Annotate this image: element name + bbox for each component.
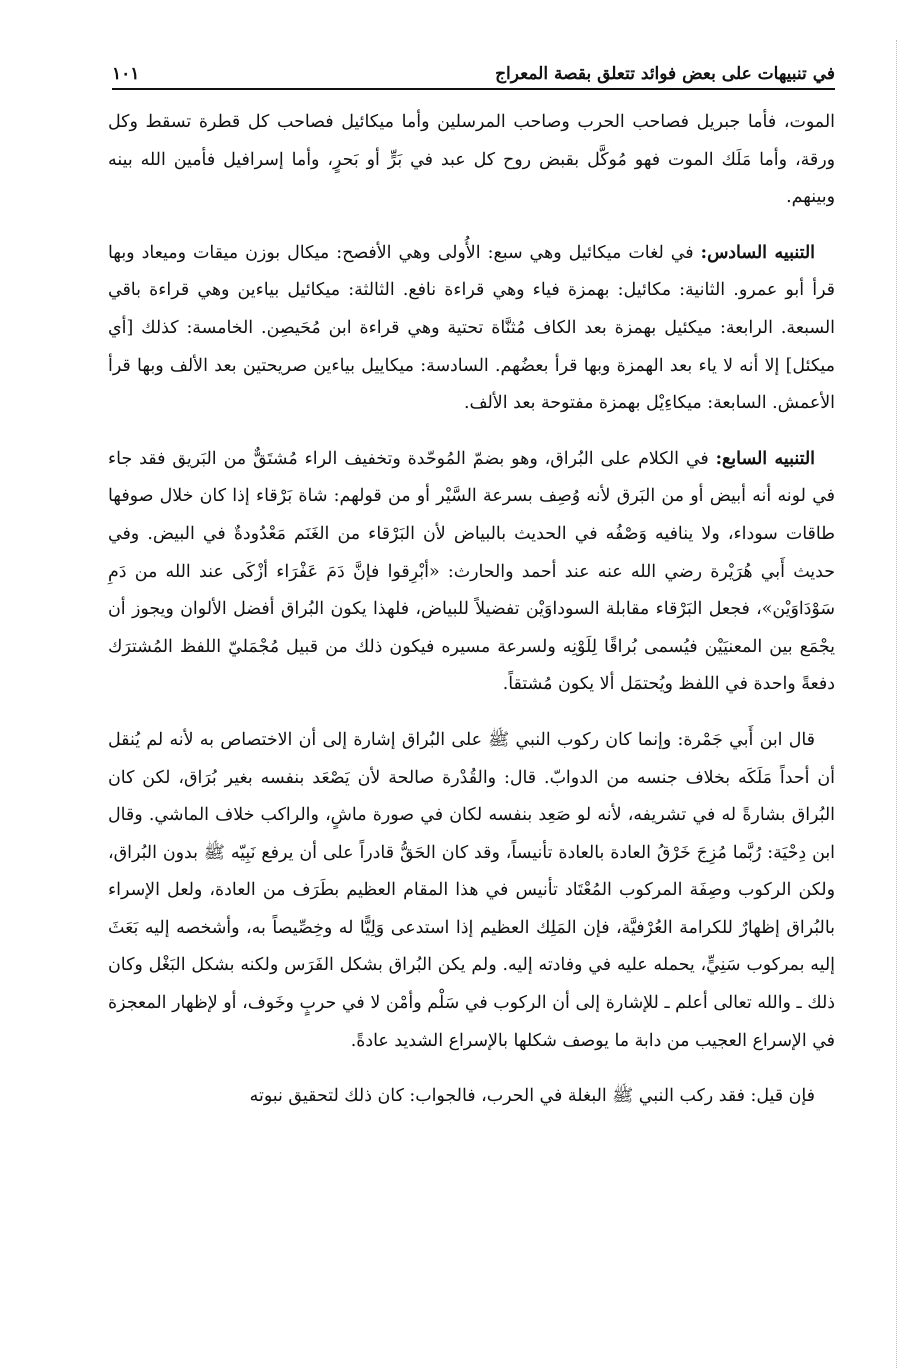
paragraph-text: في لغات ميكائيل وهي سبع: الأُولى وهي الأفصح: ميكال بوزن ميقات وميعاد وبها قرأ أبو عمرو. الثانية: مكائيل: بهمزة فياء وهي قراءة نافع. الثالثة: ميكائيل بياءين وهي قراءة باقي السبعة. الرابعة: ميكئيل بهمزة بعد الكاف مُثنَّاة تحتية وهي قراءة ابن مُحَيصِن. الخامسة: كذلك [أي ميكئل] إلا أنه لا ياء بعد الهمزة وبها قرأ بعضُهم. السادسة: ميكاييل بياءين صريحتين بعد الألف وبها قرأ الأعمش. السابعة: ميكاءِيْل بهمزة مفتوحة بعد الألف. bbox=[108, 242, 835, 414]
paragraph-text: فإن قيل: فقد ركب النبي ﷺ البغلة في الحرب، فالجواب: كان ذلك لتحقيق نبوته bbox=[249, 1086, 815, 1107]
scan-edge-line bbox=[896, 40, 898, 1368]
paragraph-note-seven bbox=[108, 441, 835, 704]
paragraph-text: قال ابن أَبي جَمْرة: وإنما كان ركوب النبي ﷺ على البُراق إشارة إلى أن الاختصاص به لأنه لم يُنقل أن أحداً مَلَكَه بخلاف جنسه من الدوابّ. قال: والقُدْرة صالحة لأن يَصْعَد بنفسه بغير بُرَاق، لكن كان البُراق بشارةً له في تشريفه، لأنه لو صَعِد بنفسه لكان في صورة ماشٍ، والراكب خلاف الماشي. وقال ابن دِحْيَة: رُبَّما مُزِجَ خَرْقُ العادة بالعادة تأنيساً، وقد كان الحَقُّ قادراً على أن يرفع نَبِيّه ﷺ بدون البُراق، ولكن الركوب وصِفَة المركوب المُعْتَاد تأنيس في هذا المقام العظيم بطَرَف من العادة، ولعل الإسراء بالبُراق إظهارٌ للكرامة العُرْفيَّة، فإن المَلِك العظيم إذا استدعى وَلِيًّا له وخِصِّيصاً به، وأشخصه إليه بَعَثَ إليه بمركوب سَنِيٍّ، يحمله عليه في وفادته إليه. ولم يكن البُراق بشكل الفَرَس ولكنه بشكل البَغْل وكان ذلك ـ والله تعالى أعلم ـ للإشارة إلى أن الركوب في سَلْم وأمْن لا في حربٍ وخَوف، أو لإظهار المعجزة في الإسراع العجيب من دابة ما يوصف شكلها بالإسراع الشديد عادةً. bbox=[108, 729, 835, 1051]
body-text bbox=[108, 104, 835, 1134]
page-number: ١٠١ bbox=[112, 64, 140, 84]
paragraph-text: الموت، فأما جبريل فصاحب الحرب وصاحب المرسلين وأما ميكائيل فصاحب كل قطرة تسقط وكل ورقة، وأما مَلَك الموت فهو مُوكَّل بقبض روح كل عبد في بَرٍّ أو بَحرٍ، وأما إسرافيل فأمين الله بينه وبينهم. bbox=[108, 112, 835, 208]
paragraph-text: في الكلام على البُراق، وهو بضمّ المُوحّدة وتخفيف الراء مُشتَقٌّ من البَريق فقد جاء في لونه أنه أبيض أو من البَرق لأنه وُصِف بسرعة السَّيْر أو من قولهم: شاة بَرْقاء إذا كان خلال صوفها طاقات سوداء، ولا ينافيه وَصْفُه في الحديث بالبياض لأن البَرْقاء من الغَنَم مَعْدُودةٌ في البيض. وفي حديث أَبي هُرَيْرة رضي الله عنه عند أحمد والحارث: «أبْرِقوا فإنَّ دَمَ عَفْرَاء أزْكَى عند الله من دَمِ سَوْدَاوَيْن»، فجعل البَرْقاء مقابلة السوداوَيْن تفضيلاً للبياض، فلهذا يكون البُراق أفضل الألوان ويجوز أن يجْمَع بين المعنيَيْن فيُسمى بُراقًا لِلَوْنِه ولسرعة مسيره فيكون ذلك من قبيل مُجْمَليّ اللفظ المُشترَك دفعةً واحدة في اللفظ ويُحتمَل ألا يكون مُشتقاً. bbox=[108, 448, 835, 695]
running-title: في تنبيهات على بعض فوائد تتعلق بقصة المعراج bbox=[495, 64, 835, 84]
paragraph-question bbox=[108, 1078, 835, 1116]
paragraph-continuation bbox=[108, 104, 835, 217]
section-lead: التنبيه السادس: bbox=[700, 242, 815, 263]
paragraph-ibn-abi-jamra bbox=[108, 722, 835, 1060]
page-header bbox=[112, 50, 835, 90]
paragraph-note-six bbox=[108, 235, 835, 423]
section-lead: التنبيه السابع: bbox=[715, 448, 815, 469]
